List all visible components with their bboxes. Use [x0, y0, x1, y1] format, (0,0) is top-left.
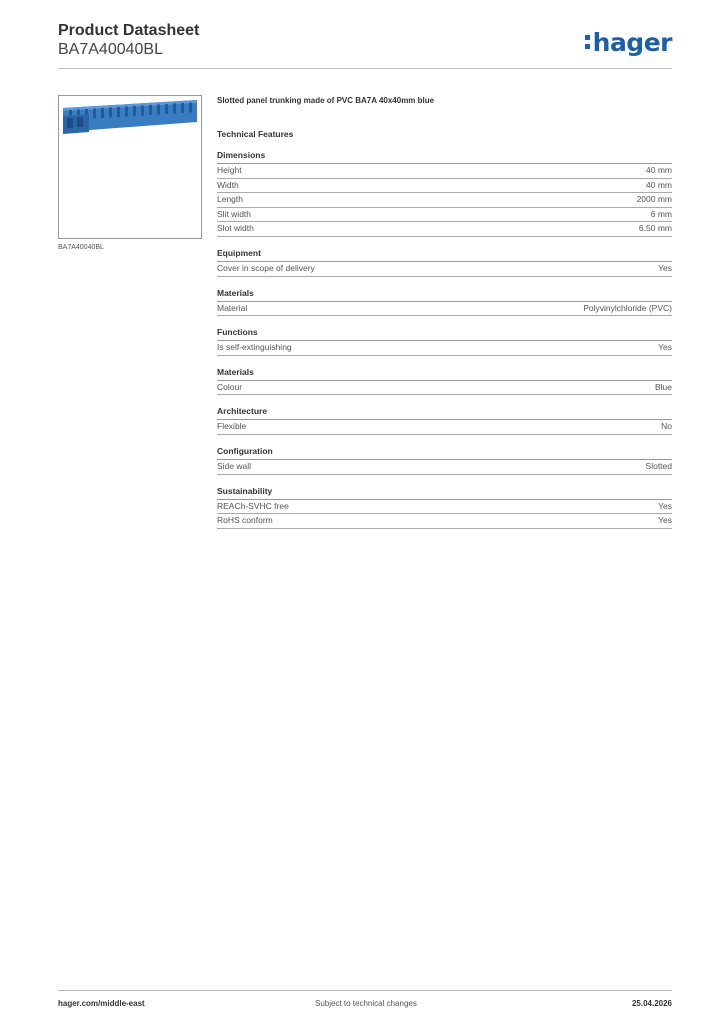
spec-row: [217, 208, 672, 223]
header-divider: [58, 68, 672, 69]
section-title: Dimensions: [217, 150, 672, 164]
section-materials-colour: [217, 367, 672, 396]
section-equipment: [217, 248, 672, 277]
spec-label: REACh-SVHC free: [217, 500, 289, 511]
spec-row: [217, 420, 672, 435]
spec-row: [217, 514, 672, 529]
page-header: [58, 22, 672, 68]
section-configuration: [217, 446, 672, 475]
logo-colon-icon: [585, 31, 592, 51]
section-title: Materials: [217, 367, 672, 381]
section-title: Equipment: [217, 248, 672, 262]
spec-value: Yes: [658, 500, 672, 511]
section-title: Functions: [217, 327, 672, 341]
spec-row: [217, 193, 672, 208]
spec-label: Is self-extinguishing: [217, 342, 292, 353]
spec-row: [217, 222, 672, 237]
spec-label: Height: [217, 165, 242, 175]
spec-value: 40 mm: [646, 179, 672, 190]
blue-slotted-trunking-image: [59, 96, 201, 238]
spec-label: Material: [217, 302, 248, 313]
section-materials: [217, 288, 672, 317]
spec-value: Yes: [658, 515, 672, 526]
spec-value: Yes: [658, 342, 672, 353]
spec-value: No: [661, 421, 672, 432]
spec-label: Slot width: [217, 223, 254, 234]
section-title: Materials: [217, 288, 672, 302]
spec-row: [217, 164, 672, 179]
spec-value: 40 mm: [646, 165, 672, 175]
product-image-caption: BA7A40040BL: [58, 244, 104, 251]
spec-value: Yes: [658, 262, 672, 273]
spec-row: [217, 262, 672, 277]
spec-value: 6.50 mm: [638, 223, 672, 234]
section-title: Sustainability: [217, 486, 672, 500]
spec-label: Colour: [217, 381, 243, 392]
spec-value: Slotted: [645, 460, 672, 471]
spec-value: 6 mm: [650, 208, 672, 219]
section-architecture: [217, 406, 672, 435]
section-dimensions: [217, 150, 672, 237]
product-code: BA7A40040BL: [58, 41, 163, 58]
footer-date: 25.04.2026: [631, 999, 672, 1008]
spec-row: [217, 381, 672, 396]
spec-row: [217, 302, 672, 317]
spec-label: Width: [217, 179, 239, 190]
section-sustainability: [217, 486, 672, 529]
section-title: Configuration: [217, 446, 672, 460]
footer-website-link[interactable]: hager.com/middle-east: [58, 999, 145, 1008]
specifications: [217, 96, 672, 529]
spec-row: [217, 341, 672, 356]
spec-label: Side wall: [217, 460, 252, 471]
section-title: Architecture: [217, 406, 672, 420]
spec-row: [217, 460, 672, 475]
spec-label: Length: [217, 194, 243, 205]
document-title: Product Datasheet: [58, 22, 200, 39]
section-functions: [217, 327, 672, 356]
spec-value: Polyvinylchloride (PVC): [583, 302, 672, 313]
spec-label: Flexible: [217, 421, 247, 432]
footer-divider: [58, 990, 672, 991]
spec-row: [217, 500, 672, 515]
spec-label: Cover in scope of delivery: [217, 262, 315, 273]
logo-text: hager: [592, 28, 672, 57]
spec-label: Slit width: [217, 208, 252, 219]
product-description: Slotted panel trunking made of PVC BA7A 40x40mm blue: [217, 96, 435, 105]
product-image-frame: [58, 95, 202, 239]
technical-features-heading: Technical Features: [217, 129, 294, 139]
spec-value: Blue: [654, 381, 672, 392]
hager-logo: [585, 28, 672, 57]
spec-label: RoHS conform: [217, 515, 273, 526]
footer-notice: Subject to technical changes: [315, 999, 417, 1008]
spec-row: [217, 179, 672, 194]
spec-value: 2000 mm: [636, 194, 672, 205]
